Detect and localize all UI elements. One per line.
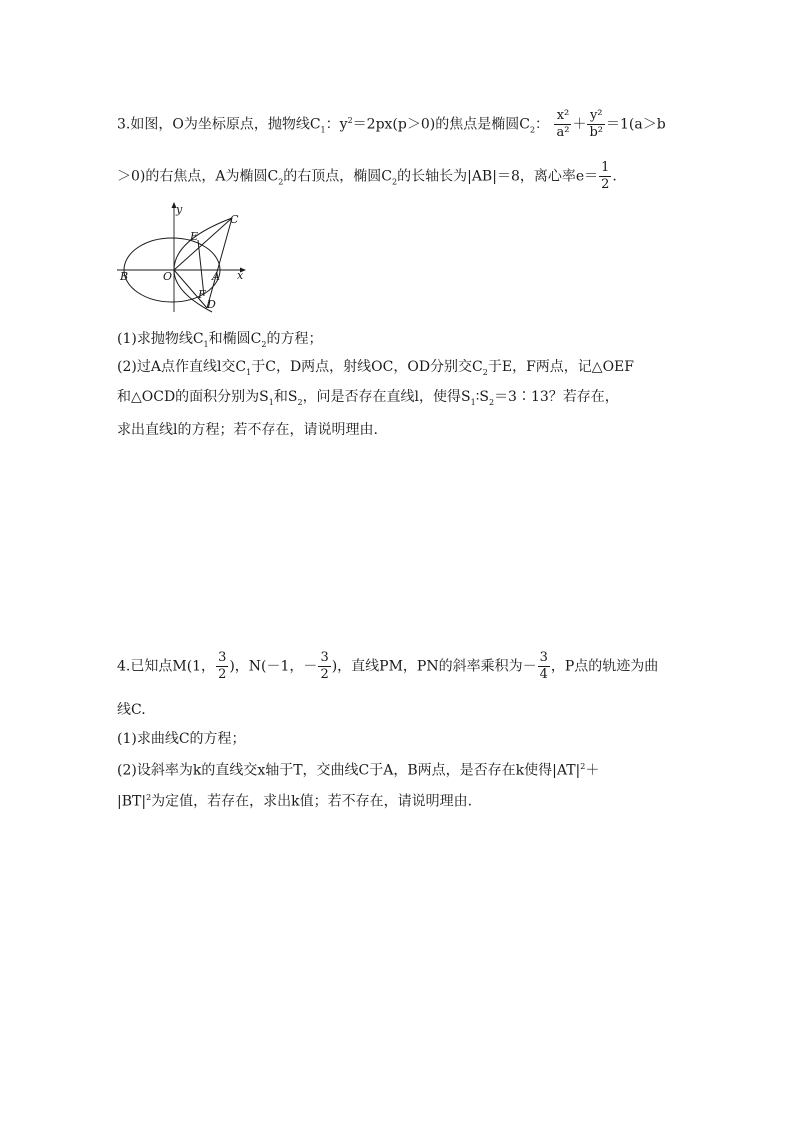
label-b: B bbox=[120, 270, 129, 283]
q4-part2-line1: (2)设斜率为k的直线交x轴于T，交曲线C于A，B两点，是否存在k使得$|AT|^2+$ bbox=[117, 762, 600, 779]
label-c: C bbox=[230, 213, 239, 226]
q4-part1: (1)求曲线C的方程； bbox=[117, 731, 246, 747]
fraction-x2-a2: $\frac{\text{x²}}{\text{a²}}$ bbox=[556, 108, 570, 140]
fraction-y2-b2: $\frac{\text{y²}}{\text{b²}}$ bbox=[589, 108, 603, 140]
q3-part2-line3: 求出直线l的方程；若不存在，请说明理由. bbox=[117, 422, 378, 438]
q4-stem-line1: 4.已知点M(1， $\frac{3}{2}$ )，N(－1，－ $\frac{3}{2}$ )，直线PM，PN的斜率乘积为－ $\frac{3}{4}$ ，P点的轨迹为曲 bbox=[117, 650, 659, 682]
q3-part2-line1: (2)过A点作直线l交$C_1$于C，D两点，射线OC，OD分别交$C_2$于E，F两点，记△OEF bbox=[117, 359, 634, 377]
fraction-3-2-a: $\frac{3}{2}$ bbox=[218, 650, 227, 682]
q3-stem-line2: ＞0)的右焦点，A为椭圆$C_2$的右顶点，椭圆$C_2$的长轴长为|AB|＝8，离心率e＝ $\frac{1}{2}$ . bbox=[117, 160, 617, 192]
q4-stem-line2: 线C. bbox=[117, 702, 146, 718]
q3-part1: (1)求抛物线$C_1$和椭圆$C_2$的方程； bbox=[117, 331, 323, 349]
label-f: F bbox=[198, 288, 206, 301]
label-a: A bbox=[212, 270, 220, 283]
ellipse-parabola-figure bbox=[112, 200, 252, 315]
label-d: D bbox=[207, 298, 216, 311]
label-o: O bbox=[163, 270, 173, 283]
line-l bbox=[207, 218, 232, 308]
fraction-3-2-b: $\frac{3}{2}$ bbox=[320, 650, 329, 682]
fraction-one-half: $\frac{1}{2}$ bbox=[601, 160, 610, 192]
label-y: y bbox=[176, 203, 183, 216]
label-x: x bbox=[237, 269, 244, 282]
q3-stem-line1: 3.如图，O为坐标原点，抛物线$C_1$：$y^2=2px(p>0)$的焦点是椭圆$C_2$： $\frac{\text{x²}}{\text{a²}}$ ＋ $\frac{\text{y²}}{\text{b²}}$ ＝1(a＞b bbox=[117, 108, 666, 140]
q4-part2-line2: $|BT|^2$为定值，若存在，求出k值；若不存在，请说明理由. bbox=[117, 793, 473, 810]
fraction-3-4: $\frac{3}{4}$ bbox=[539, 650, 548, 682]
ray-oc bbox=[174, 218, 232, 270]
label-e: E bbox=[190, 230, 199, 243]
q3-part2-line2: 和△OCD的面积分别为$S_1$和$S_2$，问是否存在直线l，使得$S_1∶S_2=3∶13$？若存在， bbox=[117, 389, 619, 407]
